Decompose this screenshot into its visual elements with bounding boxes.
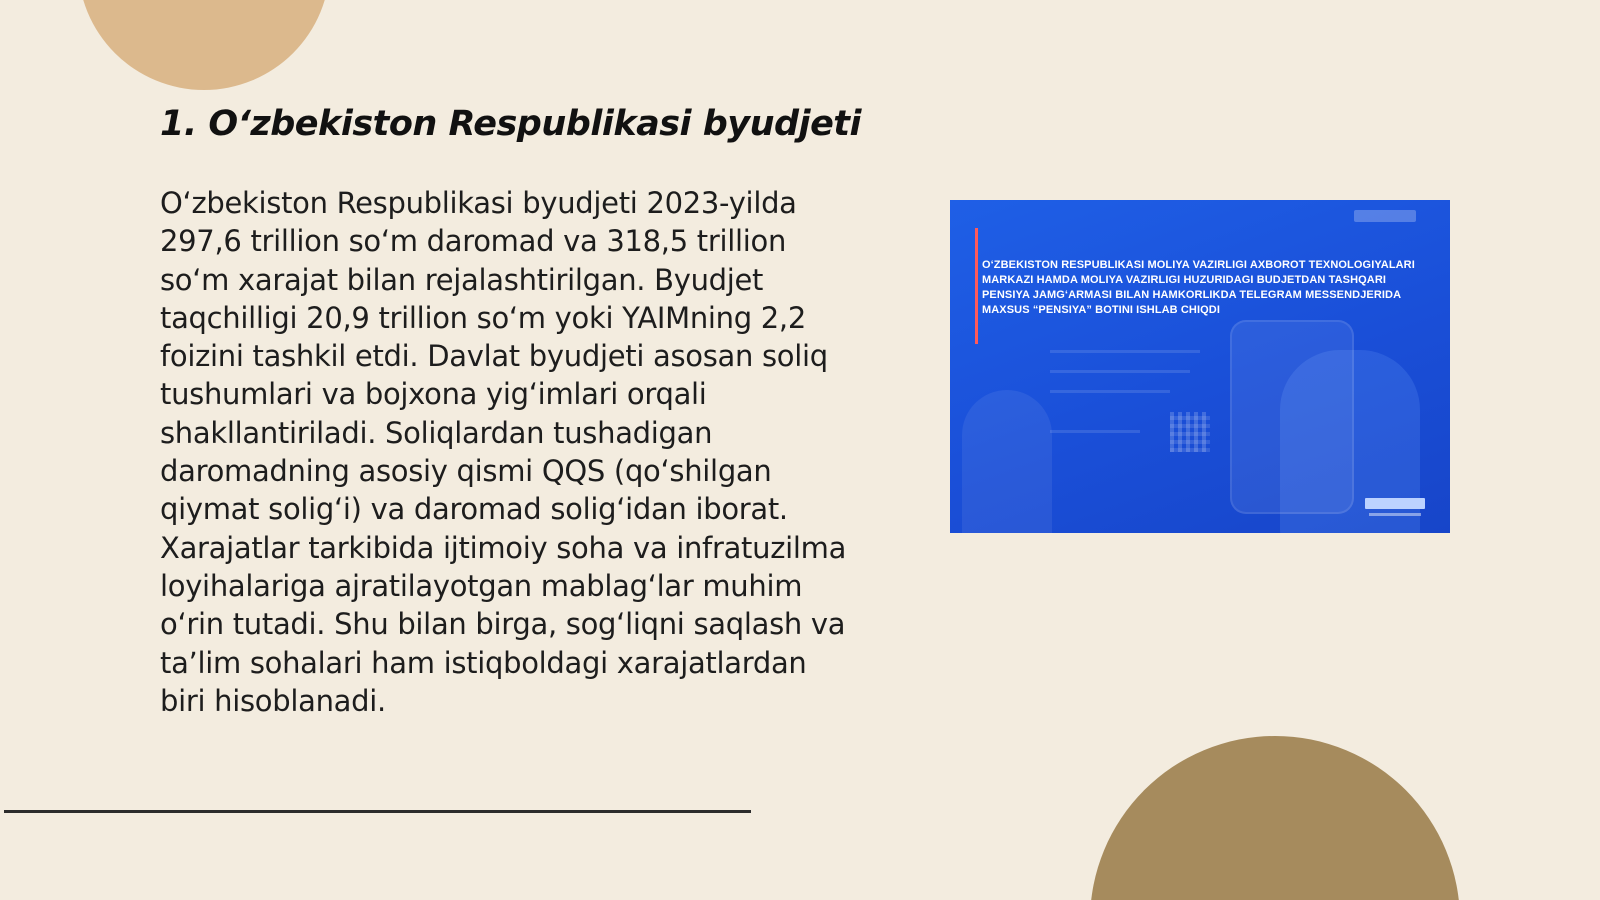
image-faint-line bbox=[1050, 430, 1140, 433]
news-image bbox=[950, 200, 1450, 533]
slide-title: 1. O‘zbekiston Respublikasi byudjeti bbox=[160, 104, 862, 144]
image-headline: O‘ZBEKISTON RESPUBLIKASI MOLIYA VAZIRLIGI AXBOROT TEXNOLOGIYALARI MARKAZI HAMDA MOLIYA VAZIRLIGI HUZURIDAGI BUDJETDAN TASHQARI PENSIYA JAMG‘ARMASI BILAN HAMKORLIKDA TELEGRAM MESSENDJERIDA MAXSUS “PENSIYA” BOTINI ISHLAB CHIQDI bbox=[982, 259, 1415, 316]
divider-line bbox=[4, 810, 751, 813]
image-faint-line bbox=[1050, 370, 1190, 373]
decorative-circle-bottom bbox=[1090, 736, 1460, 900]
image-top-logo bbox=[1354, 210, 1416, 222]
qr-code-icon bbox=[1170, 412, 1210, 452]
image-bottom-logo bbox=[1365, 498, 1425, 509]
image-faint-line bbox=[1050, 350, 1200, 353]
image-phone-silhouette bbox=[1230, 320, 1354, 514]
image-faint-line bbox=[1050, 390, 1170, 393]
slide-body-text: O‘zbekiston Respublikasi byudjeti 2023-yilda 297,6 trillion so‘m daromad va 318,5 trillion so‘m xarajat bilan rejalashtirilgan. Byudjet taqchilligi 20,9 trillion so‘m yoki YAIMning 2,2 foizini tashkil etdi. Davlat byudjeti asosan soliq tushumlari va bojxona yig‘imlari orqali shakllantiriladi. Soliqlardan tushadigan daromadning asosiy qismi QQS (qo‘shilgan qiymat solig‘i) va daromad solig‘idan iborat. Xarajatlar tarkibida ijtimoiy soha va infratuzilma loyihalariga ajratilayotgan mablag‘lar muhim o‘rin tutadi. Shu bilan birga, sog‘liqni saqlash va ta’lim sohalari ham istiqboldagi xarajatlardan biri hisoblanadi. bbox=[160, 186, 847, 718]
image-person-silhouette bbox=[962, 390, 1052, 533]
image-accent-bar bbox=[975, 228, 978, 344]
image-bottom-logo-caption bbox=[1369, 513, 1421, 516]
decorative-circle-top bbox=[78, 0, 330, 90]
